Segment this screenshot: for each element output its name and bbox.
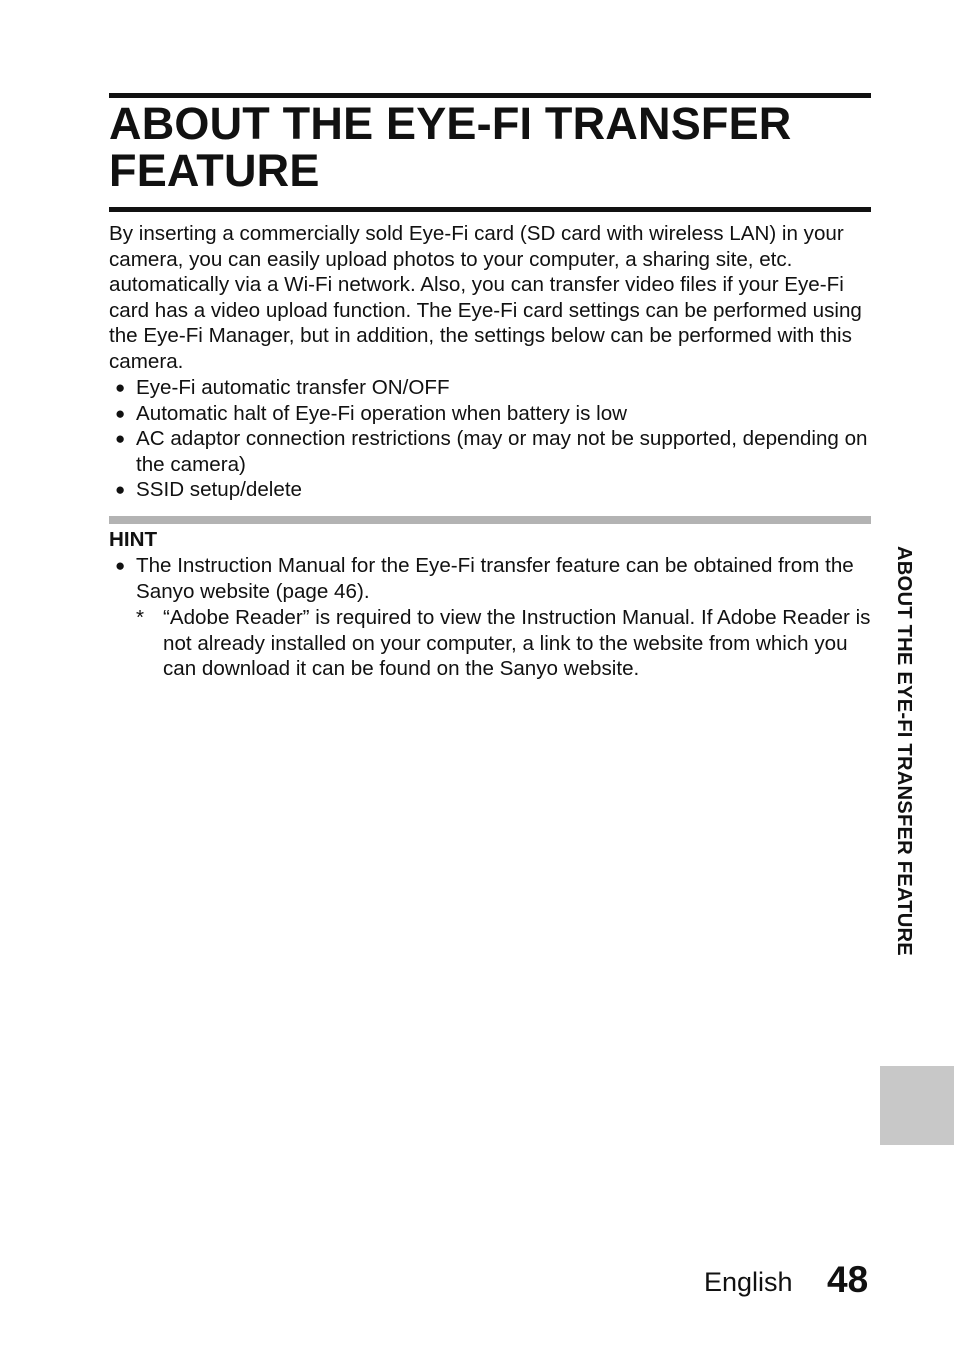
list-item-text: Eye-Fi automatic transfer ON/OFF [136, 376, 450, 399]
side-section-label: ABOUT THE EYE-FI TRANSFER FEATURE [893, 546, 915, 956]
bullet-icon: ● [115, 403, 126, 423]
bullet-icon: ● [115, 480, 126, 500]
hint-divider-bar [109, 516, 871, 524]
hint-note [136, 605, 873, 682]
list-item [109, 401, 873, 427]
page-title: ABOUT THE EYE-FI TRANSFER FEATURE [109, 98, 792, 196]
list-item-text: Automatic halt of Eye-Fi operation when battery is low [136, 401, 628, 425]
asterisk-mark: * [136, 606, 145, 630]
bullet-icon: ● [115, 556, 126, 575]
list-item-text: AC adaptor connection restrictions (may or may not be supported, depending on the camera) [136, 427, 868, 476]
list-item [109, 426, 873, 477]
title-bottom-rule [109, 207, 871, 212]
side-thumb-tab [880, 1066, 954, 1145]
list-item [109, 477, 873, 503]
feature-list [109, 375, 873, 503]
list-item [109, 375, 873, 401]
hint-heading: HINT [109, 528, 158, 551]
hint-note-text: “Adobe Reader” is required to view the Instruction Manual. If Adobe Reader is not already installed on your computer, a link to the website from which you can download it can be found on the Sanyo website. [163, 606, 871, 681]
bullet-icon: ● [115, 429, 126, 449]
hint-item-text: The Instruction Manual for the Eye-Fi transfer feature can be obtained from the Sanyo website (page 46). [136, 554, 854, 603]
intro-paragraph: By inserting a commercially sold Eye-Fi card (SD card with wireless LAN) in your camera, you can easily upload photos to your computer, a sharing site, etc. automatically via a Wi-Fi network. Also, you can transfer video files if your Eye-Fi card has a video upload function. The Eye-Fi card settings can be performed using the Eye-Fi Manager, but in addition, the settings below can be performed with this camera. [109, 222, 862, 373]
list-item-text: SSID setup/delete [136, 478, 302, 502]
footer-language: English [704, 1267, 793, 1297]
page-number: 48 [827, 1259, 869, 1300]
bullet-icon: ● [115, 378, 126, 397]
hint-list [109, 553, 873, 682]
hint-item [109, 553, 873, 682]
